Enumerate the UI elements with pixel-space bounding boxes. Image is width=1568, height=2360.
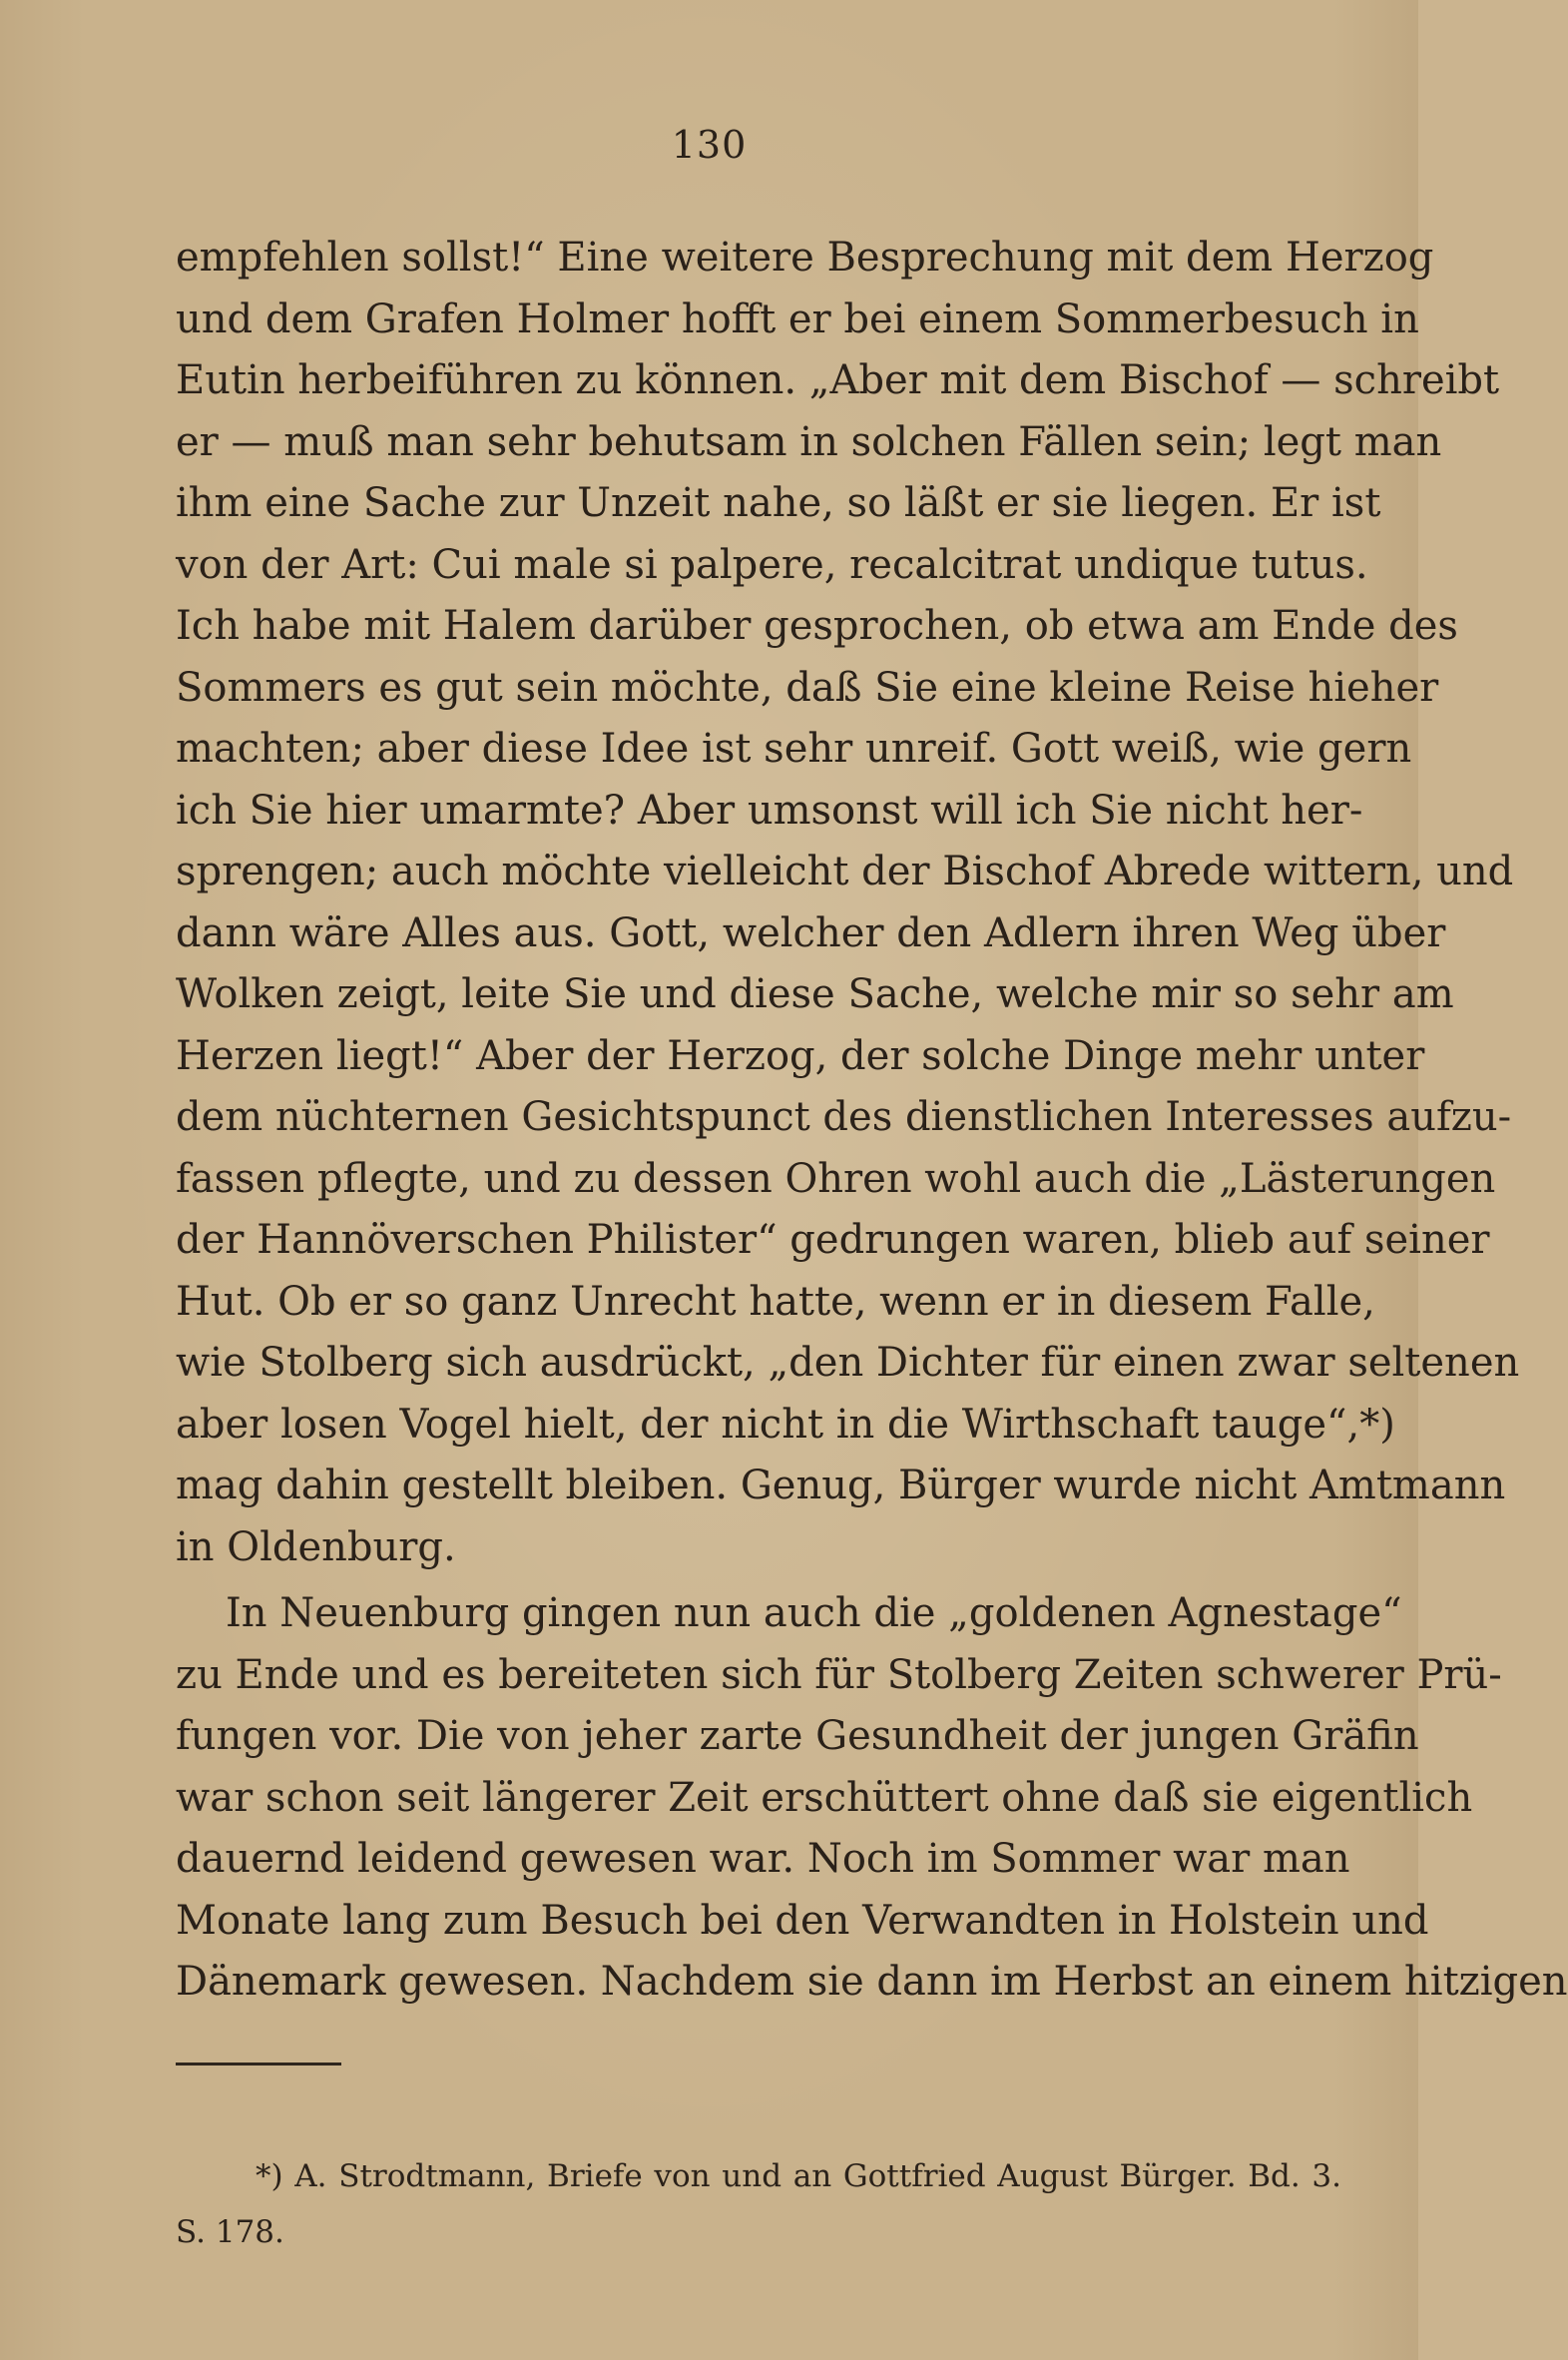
text-line: machten; aber diese Idee ist sehr unreif. Gott weiß, wie gern: [176, 726, 1412, 772]
text-line: fungen vor. Die von jeher zarte Gesundheit der jungen Gräfin: [176, 1713, 1419, 1759]
text-line: wie Stolberg sich ausdrückt, „den Dichter für einen zwar seltenen: [176, 1340, 1520, 1386]
text-line: er — muß man sehr behutsam in solchen Fällen sein; legt man: [176, 418, 1442, 465]
text-line: Monate lang zum Besuch bei den Verwandten in Holstein und: [176, 1897, 1429, 1944]
text-line: zu Ende und es bereiteten sich für Stolberg Zeiten schwerer Prü-: [176, 1651, 1502, 1698]
text-line: und dem Grafen Holmer hofft er bei einem Sommerbesuch in: [176, 295, 1419, 342]
text-line: Hut. Ob er so ganz Unrecht hatte, wenn er in diesem Falle,: [176, 1278, 1375, 1325]
text-line: ihm eine Sache zur Unzeit nahe, so läßt er sie liegen. Er ist: [176, 480, 1381, 526]
text-line: sprengen; auch möchte vielleicht der Bischof Abrede wittern, und: [176, 849, 1514, 894]
text-line: Ich habe mit Halem darüber gesprochen, ob etwa am Ende des: [176, 603, 1458, 649]
footnote-divider: [176, 2063, 341, 2065]
text-line: fassen pflegte, und zu dessen Ohren wohl auch die „Lästerungen: [176, 1155, 1496, 1202]
footnote-line: S. 178.: [176, 2214, 284, 2250]
paragraph-2: [176, 1583, 1568, 2014]
text-line: In Neuenburg gingen nun auch die „goldenen Agnestage“: [226, 1590, 1402, 1636]
footnote-line: *) A. Strodtmann, Briefe von und an Gottfried August Bürger. Bd. 3.: [256, 2158, 1341, 2194]
text-line: mag dahin gestellt bleiben. Genug, Bürger wurde nicht Amtmann: [176, 1463, 1506, 1508]
text-line: war schon seit längerer Zeit erschüttert ohne daß sie eigentlich: [176, 1774, 1473, 1821]
text-line: Sommers es gut sein möchte, daß Sie eine kleine Reise hieher: [176, 664, 1439, 711]
text-line: in Oldenburg.: [176, 1523, 456, 1570]
paragraph-1: [176, 228, 1520, 1578]
text-line: Eutin herbeiführen zu können. „Aber mit dem Bischof — schreibt: [176, 357, 1500, 403]
text-line: Dänemark gewesen. Nachdem sie dann im Herbst an einem hitzigen: [176, 1959, 1568, 2005]
text-line: Herzen liegt!“ Aber der Herzog, der solche Dinge mehr unter: [176, 1032, 1425, 1079]
text-line: dauernd leidend gewesen war. Noch im Sommer war man: [176, 1836, 1350, 1882]
text-line: von der Art: Cui male si palpere, recalcitrat undique tutus.: [176, 541, 1368, 588]
text-line: dann wäre Alles aus. Gott, welcher den Adlern ihren Weg über: [176, 909, 1446, 956]
footnote: [176, 2148, 1341, 2260]
text-line: der Hannöverschen Philister“ gedrungen waren, blieb auf seiner: [176, 1217, 1490, 1263]
text-line: Wolken zeigt, leite Sie und diese Sache, welche mir so sehr am: [176, 971, 1454, 1017]
text-line: ich Sie hier umarmte? Aber umsonst will ich Sie nicht her-: [176, 787, 1363, 834]
page-number: 130: [671, 123, 748, 167]
text-line: aber losen Vogel hielt, der nicht in die Wirthschaft tauge“,*): [176, 1401, 1395, 1448]
text-line: dem nüchternen Gesichtspunct des dienstlichen Interesses aufzu-: [176, 1094, 1512, 1140]
text-line: empfehlen sollst!“ Eine weitere Besprechung mit dem Herzog: [176, 235, 1434, 281]
